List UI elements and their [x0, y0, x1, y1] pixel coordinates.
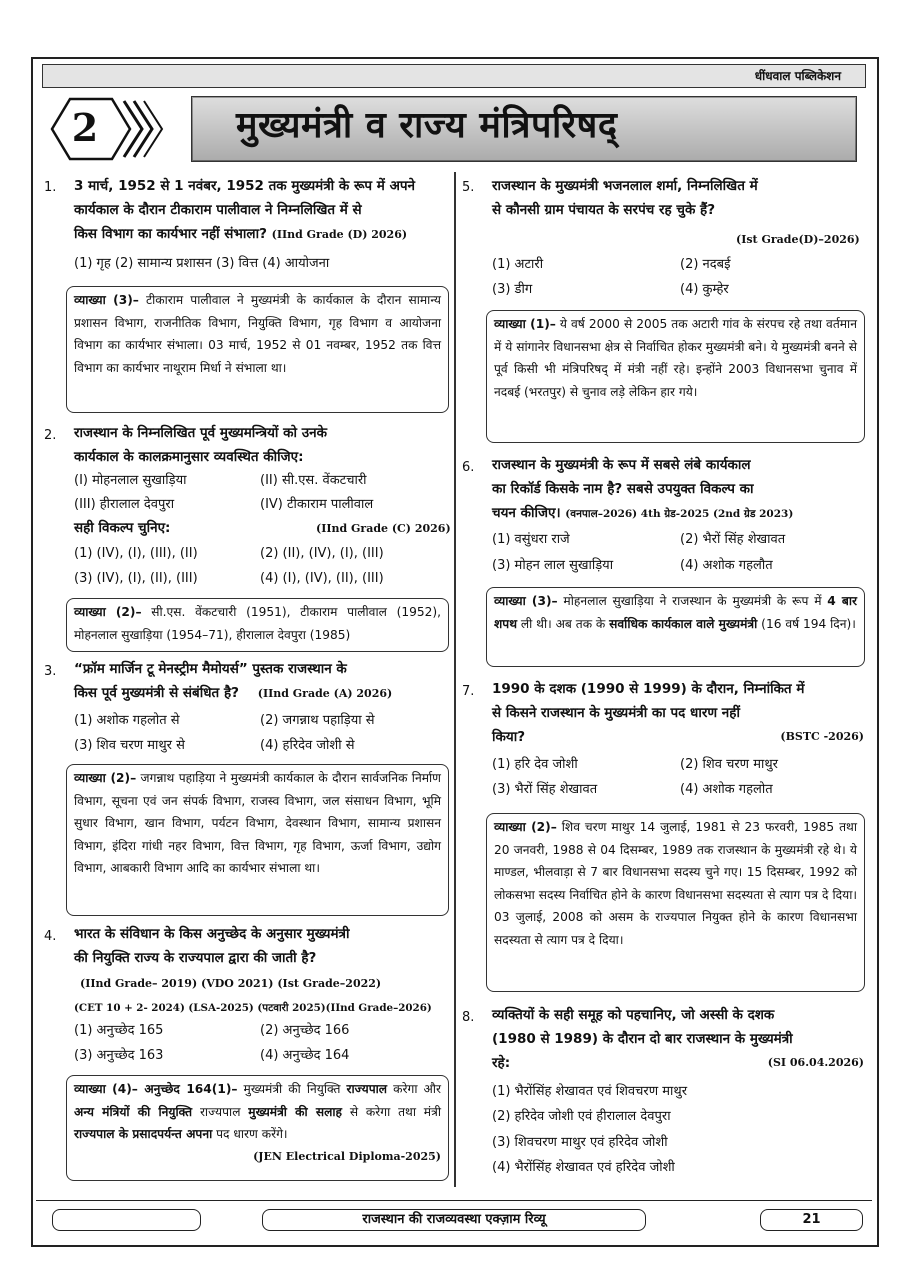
- q5-option: (2) नदबई: [680, 257, 731, 272]
- question-number: 4.: [44, 929, 57, 944]
- question-5: राजस्थान के मुख्यमंत्री भजनलाल शर्मा, निम्नलिखित में से कौनसी ग्राम पंचायत के सरपंच रह चुके हैं?: [492, 178, 758, 218]
- question-8: व्यक्तियों के सही समूह को पहचानिए, जो अस्सी के दशक (1980 से 1989) के दौरान दो बार राजस्थान के मुख्यमंत्री रहे: (SI 06.04.2026): [492, 1007, 864, 1071]
- q5-option: (3) डीग: [492, 282, 533, 297]
- page-number: 21: [760, 1209, 863, 1231]
- q2-option: (4) (I), (IV), (II), (III): [260, 571, 384, 586]
- question-number: 1.: [44, 180, 57, 195]
- q4-option: (1) अनुच्छेद 165: [74, 1023, 164, 1038]
- q2-item: (III) हीरालाल देवपुरा: [74, 497, 175, 512]
- q6-option: (1) वसुंधरा राजे: [492, 532, 570, 547]
- chapter-number: 2: [71, 105, 99, 150]
- question-number: 5.: [462, 180, 475, 195]
- q5-source: (Ist Grade(D)–2026): [736, 233, 860, 246]
- q3-option: (4) हरिदेव जोशी से: [260, 738, 355, 753]
- q2-item: (II) सी.एस. वेंकटचारी: [260, 473, 367, 488]
- q8-option: (3) शिवचरण माथुर एवं हरिदेव जोशी: [492, 1135, 668, 1150]
- q2-choose: सही विकल्प चुनिए:: [74, 520, 171, 536]
- footer-left-box: [52, 1209, 201, 1231]
- q4-source: (IInd Grade– 2019) (VDO 2021) (Ist Grade–2022): [80, 977, 382, 990]
- q4-source: (CET 10 + 2- 2024) (LSA-2025) (पटवारी 2025)(IInd Grade–2026): [74, 1002, 432, 1014]
- q5-option: (1) अटारी: [492, 257, 544, 272]
- question-2: राजस्थान के निम्नलिखित पूर्व मुख्यमन्त्रियों को उनके कार्यकाल के कालक्रमानुसार व्यवस्थित कीजिए:: [74, 425, 327, 465]
- q2-item: (I) मोहनलाल सुखाड़िया: [74, 473, 187, 488]
- question-6: राजस्थान के मुख्यमंत्री के रूप में सबसे लंबे कार्यकाल का रिकॉर्ड किसके नाम है? सबसे उपयुक्त विकल्प का चयन कीजिए। (वनपाल–2026) 4th ग्रेड-2025 (2nd ग्रेड 2023): [492, 457, 794, 521]
- question-3: “फ्रॉम मार्जिन टू मेनस्ट्रीम मैमोयर्स” पुस्तक राजस्थान के किस पूर्व मुख्यमंत्री से संबंधित है? (IInd Grade (A) 2026): [74, 661, 393, 701]
- column-divider: [454, 172, 456, 1187]
- q3-option: (2) जगन्नाथ पहाड़िया से: [260, 713, 375, 728]
- publisher-bar: [42, 64, 866, 88]
- question-number: 3.: [44, 664, 57, 679]
- q3-option: (1) अशोक गहलोत से: [74, 713, 180, 728]
- q5-explanation: व्याख्या (1)– ये वर्ष 2000 से 2005 तक अटारी गांव के संरपच रहे तथा वर्तमान में ये सांगानेर विधानसभा क्षेत्र से निर्वाचित होकर मुख्यमंत्री बने। ये मुख्यमंत्री बनने से पूर्व किसी भी मंत्रिपरिषद् में मंत्री नहीं रहे। इन्होंने 2003 विधानसभा चुनाव में नदबई (भरतपुर) से चुनाव लड़े लेकिन हार गये।: [486, 310, 865, 443]
- q2-explanation: व्याख्या (2)– सी.एस. वेंकटचारी (1951), टीकाराम पालीवाल (1952), मोहनलाल सुखाड़िया (1954–71), हीरालाल देवपुरा (1985): [66, 598, 449, 652]
- q2-source: (IInd Grade (C) 2026): [316, 522, 451, 535]
- q4-option: (2) अनुच्छेद 166: [260, 1023, 350, 1038]
- q6-option: (2) भैरों सिंह शेखावत: [680, 532, 786, 547]
- chapter-title: मुख्यमंत्री व राज्य मंत्रिपरिषद्: [236, 105, 618, 146]
- question-4: भारत के संविधान के किस अनुच्छेद के अनुसार मुख्यमंत्री की नियुक्ति राज्य के राज्यपाल द्वारा की जाती है?: [74, 926, 350, 966]
- question-number: 7.: [462, 684, 475, 699]
- q4-option: (3) अनुच्छेद 163: [74, 1048, 164, 1063]
- q1-options: (1) गृह (2) सामान्य प्रशासन (3) वित्त (4) आयोजना: [74, 256, 330, 271]
- q3-explanation: व्याख्या (2)– जगन्नाथ पहाड़िया ने मुख्यमंत्री कार्यकाल के दौरान सार्वजनिक निर्माण विभाग, सूचना एवं जन संपर्क विभाग, राजस्व विभाग, जल संसाधन विभाग, भूमि सुधार विभाग, खान विभाग, पर्यटन विभाग, देवस्थान विभाग, सामान्य प्रशासन विभाग, इंदिरा गांधी नहर विभाग, वित्त विभाग, गृह विभाग, ऊर्जा विभाग, उद्योग विभाग, आबकारी विभाग आदि का कार्यभार संभाला था।: [66, 764, 449, 916]
- q7-explanation: व्याख्या (2)– शिव चरण माथुर 14 जुलाई, 1981 से 23 फरवरी, 1985 तथा 20 जनवरी, 1988 से 04 दिसम्बर, 1989 तक राजस्थान के मुख्यमंत्री रहे थे। ये माण्डल, भीलवाड़ा से 7 बार विधानसभा सदस्य चुने गए। 15 दिसम्बर, 1992 को लोकसभा सदस्य निर्वाचित होने के कारण विधानसभा सदस्यता से त्याग पत्र दे दिया। 03 जुलाई, 2008 को असम के राज्यपाल नियुक्त होने के कारण विधानसभा सदस्यता से त्याग पत्र दे दिया।: [486, 813, 865, 992]
- q4-explanation: व्याख्या (4)– अनुच्छेद 164(1)– मुख्यमंत्री की नियुक्ति राज्यपाल करेगा और अन्य मंत्रियों की नियुक्ति राज्यपाल मुख्यमंत्री की सलाह से करेगा तथा मंत्री राज्यपाल के प्रसादपर्यन्त अपना पद धारण करेंगे। (JEN Electrical Diploma-2025): [66, 1075, 449, 1181]
- q2-item: (IV) टीकाराम पालीवाल: [260, 497, 374, 512]
- question-1: 3 मार्च, 1952 से 1 नवंबर, 1952 तक मुख्यमंत्री के रूप में अपने कार्यकाल के दौरान टीकाराम पालीवाल ने निम्नलिखित में से किस विभाग का कार्यभार नहीं संभाला? (IInd Grade (D) 2026): [74, 178, 416, 242]
- q5-option: (4) कुम्हेर: [680, 282, 729, 297]
- q6-option: (4) अशोक गहलौत: [680, 558, 773, 573]
- footer-rule: [36, 1200, 872, 1201]
- q6-explanation: व्याख्या (3)– मोहनलाल सुखाड़िया ने राजस्थान के मुख्यमंत्री के रूप में 4 बार शपथ ली थी। अब तक के सर्वाधिक कार्यकाल वाले मुख्यमंत्री (16 वर्ष 194 दिन)।: [486, 587, 865, 667]
- q8-option: (1) भैरोंसिंह शेखावत एवं शिवचरण माथुर: [492, 1084, 688, 1099]
- q6-option: (3) मोहन लाल सुखाड़िया: [492, 558, 614, 573]
- question-number: 6.: [462, 460, 475, 475]
- q2-option: (1) (IV), (I), (III), (II): [74, 546, 198, 561]
- q7-option: (1) हरि देव जोशी: [492, 757, 578, 772]
- question-number: 2.: [44, 428, 57, 443]
- question-7: 1990 के दशक (1990 से 1999) के दौरान, निम्नांकित में से किसने राजस्थान के मुख्यमंत्री का पद धारण नहीं किया? (BSTC -2026): [492, 681, 864, 745]
- q7-option: (2) शिव चरण माथुर: [680, 757, 778, 772]
- q3-option: (3) शिव चरण माथुर से: [74, 738, 185, 753]
- q1-explanation: व्याख्या (3)– टीकाराम पालीवाल ने मुख्यमंत्री के कार्यकाल के दौरान सामान्य प्रशासन विभाग, राजनीतिक विभाग, नियुक्ति विभाग, गृह विभाग व आयोजना विभाग का कार्यभार संभाला। 03 मार्च, 1952 से 01 नवम्बर, 1952 तक वित्त विभाग का कार्यभार नाथूराम मिर्धा ने संभाला था।: [66, 286, 449, 413]
- q2-option: (2) (II), (IV), (I), (III): [260, 546, 384, 561]
- q8-option: (2) हरिदेव जोशी एवं हीरालाल देवपुरा: [492, 1109, 671, 1124]
- q7-option: (4) अशोक गहलोत: [680, 782, 773, 797]
- q7-option: (3) भैरों सिंह शेखावत: [492, 782, 598, 797]
- footer-book-title: राजस्थान की राजव्यवस्था एक्ज़ाम रिव्यू: [262, 1209, 646, 1231]
- publisher-name: धींधवाल पब्लिकेशन: [754, 69, 841, 83]
- q2-option: (3) (IV), (I), (II), (III): [74, 571, 198, 586]
- question-number: 8.: [462, 1010, 475, 1025]
- q8-option: (4) भैरोंसिंह शेखावत एवं हरिदेव जोशी: [492, 1160, 675, 1175]
- q4-option: (4) अनुच्छेद 164: [260, 1048, 350, 1063]
